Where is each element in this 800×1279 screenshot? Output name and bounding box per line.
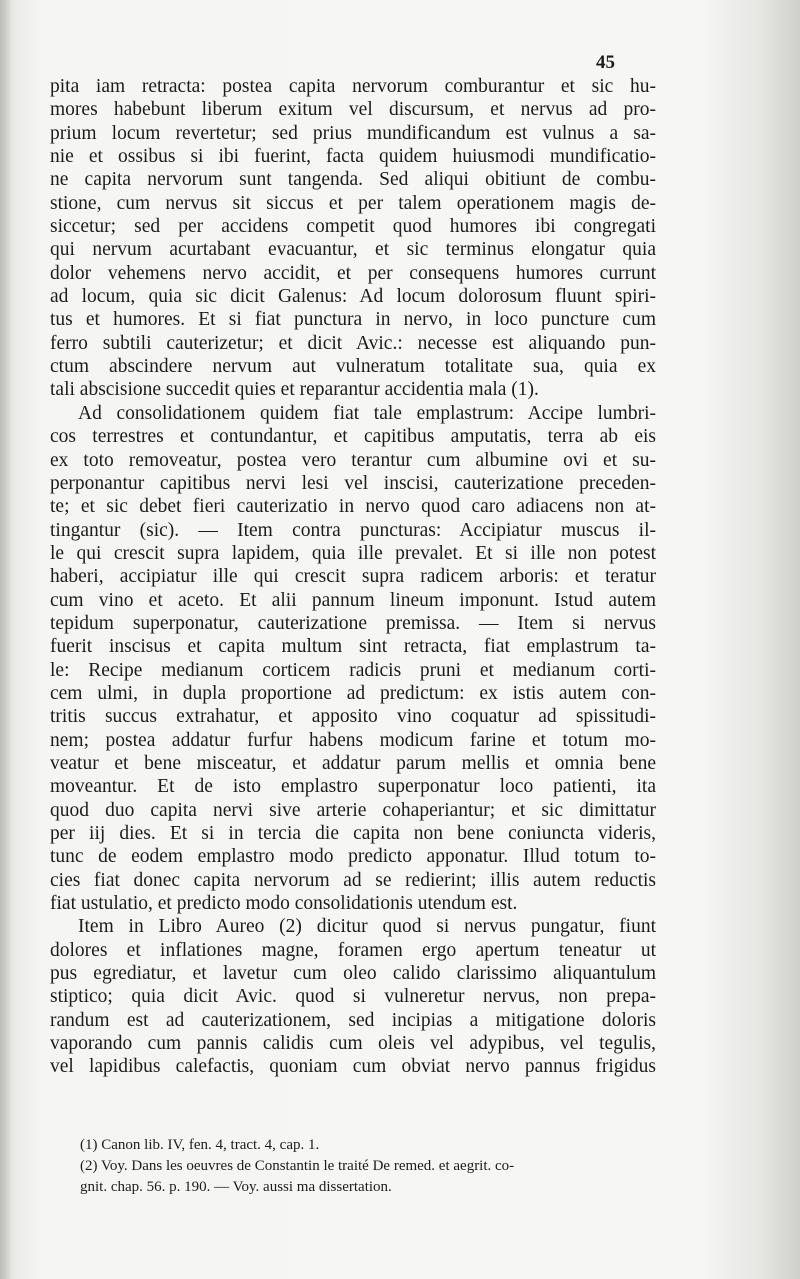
text-line: cem ulmi, in dupla proportione ad predictum: ex istis autem con- <box>50 682 656 704</box>
text-line: tus et humores. Et si fiat punctura in nervo, in loco puncture cum <box>50 309 656 331</box>
text-line: vel lapidibus calefactis, quoniam cum obviat nervo pannus frigidus <box>50 1056 656 1078</box>
body-text <box>50 75 656 1079</box>
text-line: fiat ustulatio, et predicto modo consolidationis utendum est. <box>50 893 518 915</box>
text-line: per iij dies. Et si in tercia die capita non bene coniuncta videris, <box>50 823 656 844</box>
text-line: fuerit inscisus et capita multum sint retracta, fiat emplastrum ta- <box>50 636 656 658</box>
footnote-2-continued: gnit. chap. 56. p. 190. — Voy. aussi ma dissertation. <box>80 1179 392 1195</box>
text-line: nie et ossibus si ibi fuerint, facta quidem huiusmodi mundificatio- <box>50 146 656 168</box>
text-line: pita iam retracta: postea capita nervorum comburantur et sic hu- <box>50 76 656 97</box>
footnotes <box>80 1135 656 1198</box>
text-line: qui nervum acurtabant evacuantur, et sic terminus elongatur quia <box>50 239 656 261</box>
text-line: veatur et bene misceatur, et addatur parum mellis et omnia bene <box>50 752 656 774</box>
text-line: dolor vehemens nervo accidit, et per consequens humores currunt <box>50 262 656 284</box>
text-line: te; et sic debet fieri cauterizatio in nervo quod caro adiacens non at- <box>50 496 656 518</box>
text-line: siccetur; sed per accidens competit quod humores ibi congregati <box>50 216 656 238</box>
text-line: cos terrestres et contundantur, et capitibus amputatis, terra ab eis <box>50 426 656 448</box>
text-line: le qui crescit supra lapidem, quia ille prevalet. Et si ille non potest <box>50 542 656 564</box>
text-line: perponantur capitibus nervi lesi vel inscisi, cauterizatione preceden- <box>50 472 656 494</box>
text-line: haberi, accipiatur ille qui crescit supra radicem arboris: et teratur <box>50 566 656 588</box>
text-line: le: Recipe medianum corticem radicis pruni et medianum corti- <box>50 659 656 681</box>
paragraph-start-line: Ad consolidationem quidem fiat tale emplastrum: Accipe lumbri- <box>78 402 656 424</box>
text-line: ferro subtili cauterizetur; et dicit Avic.: necesse est aliquando pun- <box>50 332 656 354</box>
footnote-2: (2) Voy. Dans les oeuvres de Constantin le traité De remed. et aegrit. co- <box>80 1158 515 1174</box>
text-line: pus egrediatur, et lavetur cum oleo calido clarissimo aliquantulum <box>50 963 656 985</box>
text-line: randum est ad cauterizationem, sed incipias a mitigatione doloris <box>50 1009 656 1031</box>
text-line: dolores et inflationes magne, foramen ergo apertum teneatur ut <box>50 939 656 961</box>
text-line: cum vino et aceto. Et alii pannum lineum imponunt. Istud autem <box>50 589 656 611</box>
text-line: ad locum, quia sic dicit Galenus: Ad locum dolorosum fluunt spiri- <box>50 286 656 308</box>
text-line: mores habebunt liberum exitum vel discursum, et nervus ad pro- <box>50 99 656 121</box>
text-line: quod duo capita nervi sive arterie cohaperiantur; et sic dimittatur <box>50 799 656 821</box>
text-line: tingantur (sic). — Item contra puncturas: Accipiatur muscus il- <box>50 519 656 541</box>
text-line: moveantur. Et de isto emplastro superponatur loco patienti, ita <box>50 776 656 798</box>
page-number: 45 <box>596 52 615 73</box>
text-line: ctum abscindere nervum aut vulneratum totalitate sua, quia ex <box>50 356 656 378</box>
page-gutter-shadow <box>0 0 12 1279</box>
text-line: tali abscisione succedit quies et reparantur accidentia mala (1). <box>50 379 539 401</box>
footnote-1: (1) Canon lib. IV, fen. 4, tract. 4, cap. 1. <box>80 1137 320 1153</box>
text-line: tritis succus extrahatur, et apposito vino coquatur ad spissitudi- <box>50 706 656 728</box>
text-line: tepidum superponatur, cauterizatione premissa. — Item si nervus <box>50 612 656 634</box>
text-line: ex toto removeatur, postea vero terantur cum albumine ovi et su- <box>50 449 656 471</box>
paragraph-start-line: Item in Libro Aureo (2) dicitur quod si nervus pungatur, fiunt <box>78 916 656 938</box>
text-line: nem; postea addatur furfur habens modicum farine et totum mo- <box>50 729 656 751</box>
text-line: prium locum revertetur; sed prius mundificandum est vulnus a sa- <box>50 122 656 144</box>
text-line: stiptico; quia dicit Avic. quod si vulneretur nervus, non prepa- <box>50 986 656 1008</box>
text-line: ne capita nervorum sunt tangenda. Sed aliqui obitiunt de combu- <box>50 169 656 191</box>
text-line: vaporando cum pannis calidis cum oleis vel adypibus, vel tegulis, <box>50 1033 656 1055</box>
text-line: tunc de eodem emplastro modo predicto apponatur. Illud totum to- <box>50 846 656 868</box>
text-line: cies fiat donec capita nervorum ad se redierint; illis autem reductis <box>50 869 656 891</box>
text-line: stione, cum nervus sit siccus et per talem operationem magis de- <box>50 192 656 214</box>
